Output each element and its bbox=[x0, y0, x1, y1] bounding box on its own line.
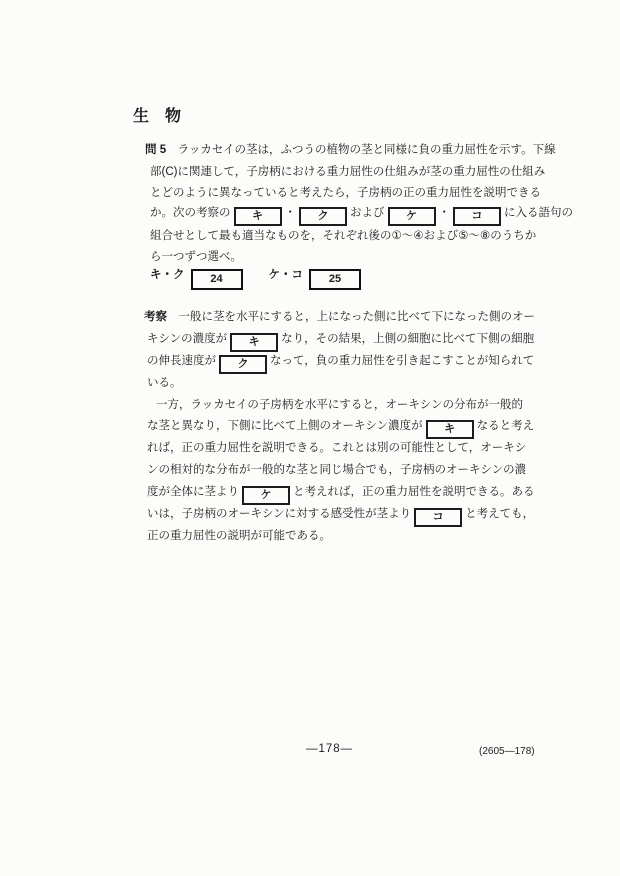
text-run: ・ bbox=[438, 207, 450, 219]
bold-run: 問 5 bbox=[145, 144, 167, 156]
term-box: キ bbox=[230, 333, 278, 352]
term-box: ク bbox=[299, 207, 347, 226]
text-run: 度が全体に茎より bbox=[147, 486, 239, 498]
text-run: なると考え bbox=[476, 420, 535, 432]
text-run: ・ bbox=[284, 207, 296, 219]
doc-line bbox=[147, 438, 526, 458]
doc-line bbox=[150, 226, 536, 246]
text-run: とどのように異なっていると考えたら，子房柄の正の重力屈性を説明できる bbox=[150, 187, 541, 199]
text-run: 部(C)に関連して，子房柄における重力屈性の仕組みが茎の重力屈性の仕組み bbox=[150, 166, 546, 178]
doc-line bbox=[147, 329, 534, 349]
text-run: の伸長速度が bbox=[147, 355, 216, 367]
term-box: コ bbox=[414, 508, 462, 527]
doc-line bbox=[147, 373, 182, 393]
text-run: 一般に茎を水平にすると，上になった側に比べて下になった側のオー bbox=[167, 311, 535, 323]
text-run: 一方，ラッカセイの子房柄を水平にすると，オーキシンの分布が一般的 bbox=[156, 399, 524, 411]
text-run: なって，負の重力屈性を引き起こすことが知られて bbox=[270, 355, 535, 367]
doc-line bbox=[147, 416, 534, 436]
answer-box: 25 bbox=[309, 269, 361, 290]
bold-run: キ・ク bbox=[150, 269, 185, 281]
doc-line bbox=[144, 307, 535, 327]
text-run: いは，子房柄のオーキシンに対する感受性が茎より bbox=[147, 508, 412, 520]
text-run: に入る語句の bbox=[504, 207, 573, 219]
doc-line bbox=[150, 265, 361, 285]
text-run: および bbox=[350, 207, 385, 219]
term-box: キ bbox=[426, 420, 474, 439]
doc-line bbox=[147, 351, 534, 371]
text-run: ら一つずつ選べ。 bbox=[150, 251, 242, 263]
page-number: —178— bbox=[306, 743, 354, 755]
print-code: (2605—178) bbox=[479, 746, 535, 757]
text-run: 正の重力屈性の説明が可能である。 bbox=[147, 530, 331, 542]
term-box: ケ bbox=[388, 207, 436, 226]
bold-run: 考察 bbox=[144, 311, 167, 323]
doc-line bbox=[156, 395, 523, 415]
text-run: 組合せとして最も適当なものを，それぞれ後の①～④および⑤～⑧のうちか bbox=[150, 230, 537, 242]
doc-line bbox=[147, 504, 534, 524]
answer-box: 24 bbox=[191, 269, 243, 290]
doc-line bbox=[150, 162, 545, 182]
doc-line bbox=[145, 140, 556, 160]
subject-heading: 生 物 bbox=[133, 108, 182, 125]
doc-line bbox=[150, 203, 573, 223]
text-run: か。次の考察の bbox=[150, 207, 231, 219]
text-run: な茎と異なり，下側に比べて上側のオーキシン濃度が bbox=[147, 420, 423, 432]
text-run: と考えても， bbox=[465, 508, 535, 520]
doc-line bbox=[147, 526, 331, 546]
text-run: いる。 bbox=[147, 377, 182, 389]
doc-line bbox=[150, 247, 242, 267]
doc-line bbox=[150, 183, 541, 203]
text-run: れば，正の重力屈性を説明できる。これとは別の可能性として，オーキシ bbox=[147, 442, 527, 454]
term-box: ケ bbox=[242, 486, 290, 505]
text-run: キシンの濃度が bbox=[147, 333, 228, 345]
text-run: なり，その結果，上側の細胞に比べて下側の細胞 bbox=[281, 333, 535, 345]
text-run: ンの相対的な分布が一般的な茎と同じ場合でも，子房柄のオーキシンの濃 bbox=[147, 464, 527, 476]
doc-line bbox=[147, 482, 535, 502]
term-box: ク bbox=[219, 355, 267, 374]
bold-run: ケ・コ bbox=[268, 269, 303, 281]
text-run: ラッカセイの茎は，ふつうの植物の茎と同様に負の重力屈性を示す。下線 bbox=[166, 144, 556, 156]
doc-line bbox=[147, 460, 526, 480]
text-run: と考えれば，正の重力屈性を説明できる。ある bbox=[293, 486, 535, 498]
term-box: コ bbox=[453, 207, 501, 226]
term-box: キ bbox=[234, 207, 282, 226]
